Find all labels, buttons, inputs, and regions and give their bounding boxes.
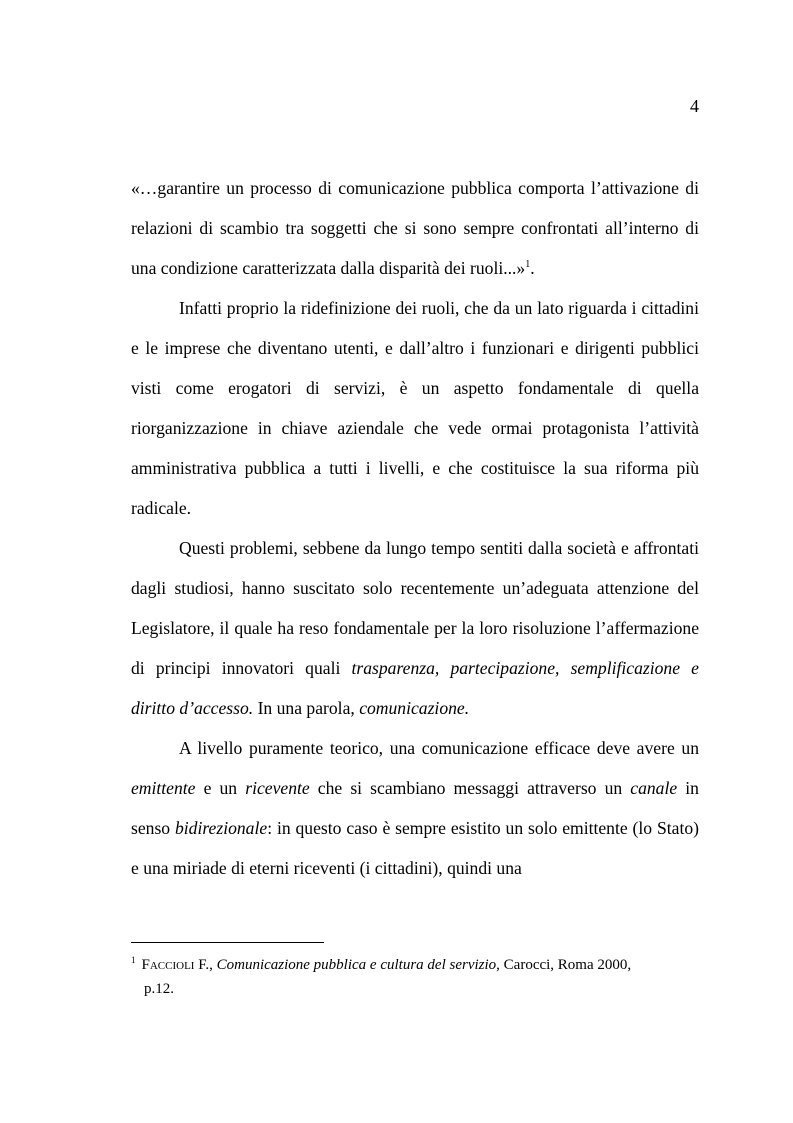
footnote-divider (131, 942, 324, 943)
footnote-line-1 (131, 953, 699, 977)
theory-text-5: : in questo caso è sempre esistito un solo emittente (lo Stato) e una miriade di eterni riceventi (i cittadini), quindi una (131, 818, 700, 878)
theory-text-4: in senso (131, 778, 699, 838)
footnote-pages: p.12. (144, 981, 174, 997)
body-text (131, 168, 699, 888)
paragraph-legislator (131, 528, 699, 728)
footnote (131, 953, 699, 1001)
roles-text: Infatti proprio la ridefinizione dei ruoli, che da un lato riguarda i cittadini e le imprese che diventano utenti, e dall’altro i funzionari e dirigenti pubblici visti come erogatori di servizi, è un aspetto fondamentale di quella riorganizzazione in chiave aziendale che vede ormai protagonista l’attività amministrativa pubblica a tutti i livelli, e che costituisce la sua riforma più radicale. (131, 298, 699, 518)
in-one-word-text: In una parola, (253, 698, 360, 718)
page-number: 4 (690, 96, 699, 116)
footnote-publisher: , Carocci, Roma 2000, (496, 957, 632, 973)
footnote-marker: 1 (131, 955, 136, 965)
legislator-text: Questi problemi, sebbene da lungo tempo sentiti dalla società e affrontati dagli studiosi, hanno suscitato solo recentemente un’adeguata attenzione del Legislatore, il quale ha reso fondamentale per la loro risoluzione l’affermazione di principi innovatori quali (131, 538, 699, 678)
footnote-title: Comunicazione pubblica e cultura del servizio (216, 957, 497, 973)
bidirezionale-italic: bidirezionale (174, 818, 268, 838)
footnote-author: Faccioli F., (141, 957, 217, 973)
paragraph-roles (131, 288, 699, 528)
canale-italic: canale (630, 778, 678, 798)
footnote-reference: 1 (525, 259, 531, 270)
ricevente-italic: ricevente (245, 778, 310, 798)
theory-text-3: che si scambiano messaggi attraverso un (309, 778, 631, 798)
emittente-italic: emittente (131, 778, 196, 798)
quote-end-punctuation: . (530, 258, 535, 278)
theory-text-2: e un (195, 778, 246, 798)
theory-text-1: A livello puramente teorico, una comunicazione efficace deve avere un (179, 738, 699, 758)
principles-italic: trasparenza, partecipazione, semplificazione e diritto d’accesso. (131, 658, 699, 718)
quote-text: «…garantire un processo di comunicazione pubblica comporta l’attivazione di relazioni di scambio tra soggetti che si sono sempre confrontati all’interno di una condizione caratterizzata dalla disparità dei ruoli...» (131, 178, 699, 278)
comunicazione-italic: comunicazione. (359, 698, 470, 718)
paragraph-theory (131, 728, 699, 888)
paragraph-quote (131, 168, 699, 288)
